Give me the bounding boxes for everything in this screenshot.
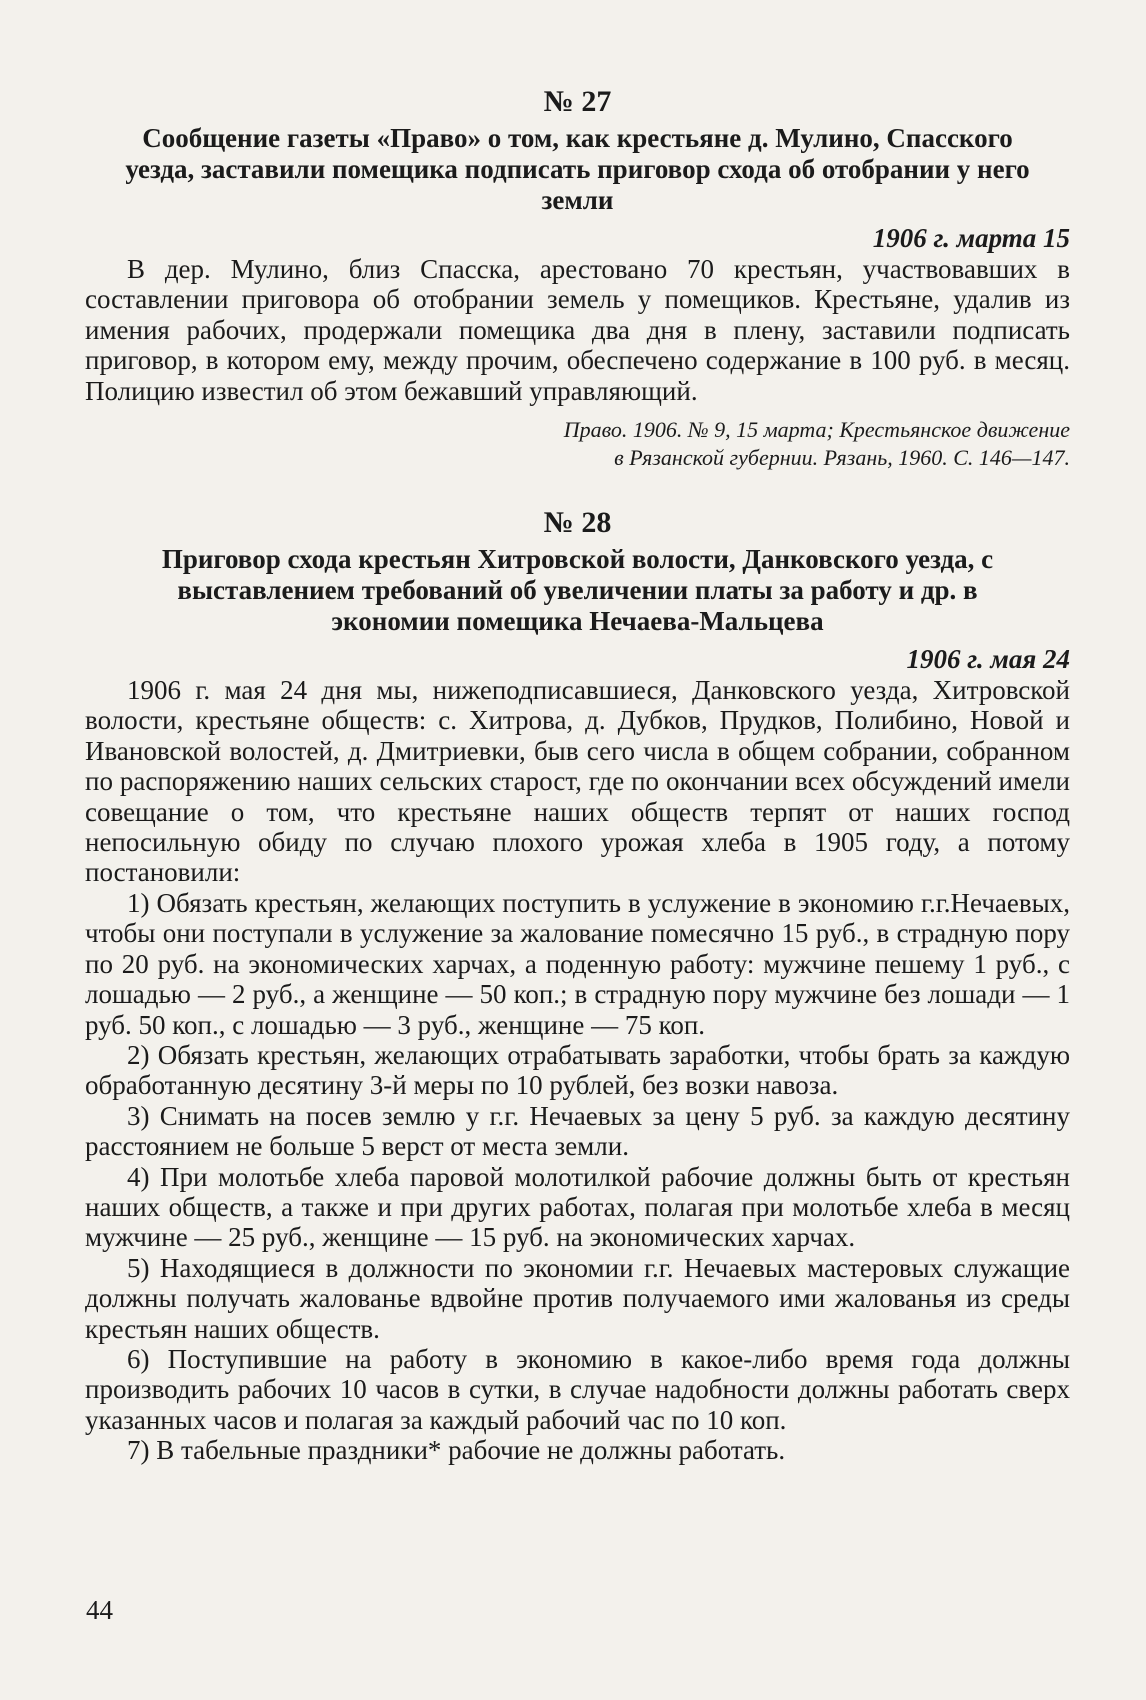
page-content [85,85,1070,1466]
paragraph: 1) Обязать крестьян, желающих поступить в услужение в экономию г.г.Нечаевых, чтобы они поступали в услужение за жалование помесячно 15 руб., в страдную пору по 20 руб. на экономических харчах, а поденную работу: мужчине пешему 1 руб., с лошадью — 2 руб., а женщине — 50 коп.; в страдную пору мужчине без лошади — 1 руб. 50 коп., с лошадью — 3 руб., женщине — 75 коп. [85,887,1070,1040]
document-28 [85,506,1070,1466]
document-title: Сообщение газеты «Право» о том, как крестьяне д. Мулино, Спасского уезда, заставили помещика подписать приговор схода об отобрании у него земли [125,123,1030,215]
page-number: 44 [86,1595,113,1625]
document-date: 1906 г. мая 24 [906,644,1070,675]
paragraph: 2) Обязать крестьян, желающих отрабатывать заработки, чтобы брать за каждую обработанную десятину 3-й меры по 10 рублей, без возки навоза. [85,1039,1070,1101]
document-number: № 27 [543,85,612,118]
source-line: в Рязанской губернии. Рязань, 1960. С. 146—147. [614,445,1070,471]
document-date: 1906 г. марта 15 [872,223,1070,253]
paragraph: 3) Снимать на посев землю у г.г. Нечаевых за цену 5 руб. за каждую десятину расстоянием не больше 5 верст от места земли. [85,1100,1070,1162]
document-title: Приговор схода крестьян Хитровской волости, Данковского уезда, с выставлением требований об увеличении платы за работу и др. в экономии помещика Нечаева-Мальцева [161,544,994,637]
paragraph: 1906 г. мая 24 дня мы, нижеподписавшиеся, Данковского уезда, Хитровской волости, крестьяне обществ: с. Хитрова, д. Дубков, Прудков, Полибино, Новой и Ивановской волостей, д. Дмитриевки, быв сего числа в общем собрании, собранном по распоряжению наших сельских старост, где по окончании всех обсуждений имели совещание о том, что крестьяне наших обществ терпят от наших господ непосильную обиду по случаю плохого урожая хлеба в 1905 году, а потому постановили: [85,675,1070,888]
paragraph: 6) Поступившие на работу в экономию в какое-либо время года должны производить рабочих 10 часов в сутки, в случае надобности должны работать сверх указанных часов и полагая за каждый рабочий час по 10 коп. [85,1343,1070,1435]
paragraph: 7) В табельные праздники* рабочие не должны работать. [127,1435,786,1466]
source-citation [85,416,1070,472]
paragraph: 4) При молотьбе хлеба паровой молотилкой рабочие должны быть от крестьян наших обществ, а также и при других работах, полагая при молотьбе хлеба в месяц мужчине — 25 руб., женщине — 15 руб. на экономических харчах. [85,1161,1070,1253]
document-number: № 28 [543,506,612,540]
document-body: В дер. Мулино, близ Спасска, арестовано 70 крестьян, участвовавших в составлении приговора об отобрании земель у помещиков. Крестьяне, удалив из имения рабочих, продержали помещика два дня в плену, заставили подписать приговор, в котором ему, между прочим, обеспечено содержание в 100 руб. в месяц. Полицию известил об этом бежавший управляющий. [85,254,1070,406]
source-line: Право. 1906. № 9, 15 марта; Крестьянское движение [563,417,1070,443]
document-27 [85,85,1070,472]
paragraph: 5) Находящиеся в должности по экономии г.г. Нечаевых мастеровых служащие должны получать жалованье вдвойне против получаемого ими жалованья из среды крестьян наших обществ. [85,1252,1070,1344]
